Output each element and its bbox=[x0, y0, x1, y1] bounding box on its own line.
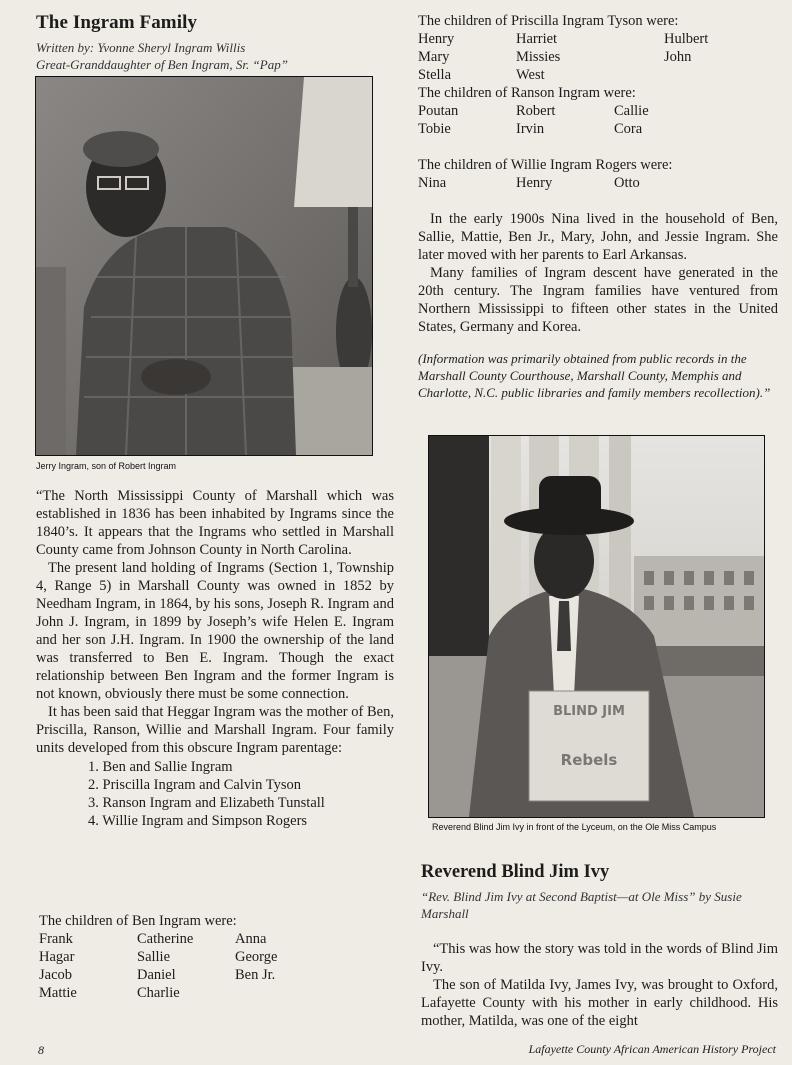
ranson-children-grid bbox=[418, 102, 778, 138]
ben-children-heading: The children of Ben Ingram were: bbox=[39, 913, 237, 929]
paragraph-heggar-ingram: It has been said that Heggar Ingram was the mother of Ben, Priscilla, Ranson, Willie and Marshall Ingram. Four family units developed from this obscure Ingram parentage: bbox=[36, 704, 394, 756]
byline-author: Written by: Yvonne Sheryl Ingram Willis bbox=[36, 40, 246, 55]
child-name: Mary bbox=[418, 49, 450, 65]
child-name: Nina bbox=[418, 175, 447, 191]
list-item: 2. Priscilla Ingram and Calvin Tyson bbox=[88, 777, 301, 793]
photo-jerry-ingram bbox=[35, 76, 373, 456]
willie-children-grid bbox=[418, 174, 778, 192]
photo-caption-jerry: Jerry Ingram, son of Robert Ingram bbox=[36, 461, 177, 471]
child-name: Anna bbox=[235, 931, 267, 947]
child-name: Catherine bbox=[137, 931, 194, 947]
child-name: Harriet bbox=[516, 31, 558, 47]
list-item: 3. Ranson Ingram and Elizabeth Tunstall bbox=[88, 795, 325, 811]
child-name: Hagar bbox=[39, 949, 75, 965]
photo-caption-ivy: Reverend Blind Jim Ivy in front of the Lyceum, on the Ole Miss Campus bbox=[432, 822, 717, 832]
paragraph-ivy-matilda: The son of Matilda Ivy, James Ivy, was brought to Oxford, Lafayette County with his mother in early childhood. His mother, Matilda, was one of the eight bbox=[421, 977, 778, 1029]
child-name: Sallie bbox=[137, 949, 171, 965]
child-name bbox=[664, 66, 774, 84]
footer-publication: Lafayette County African American History Project bbox=[528, 1042, 776, 1056]
child-name: Frank bbox=[39, 931, 73, 947]
left-body bbox=[36, 487, 394, 830]
right-column bbox=[418, 12, 778, 401]
paragraph-ivy-story: “This was how the story was told in the words of Blind Jim Ivy. bbox=[421, 941, 778, 975]
child-name: George bbox=[235, 949, 278, 965]
list-item: 1. Ben and Sallie Ingram bbox=[88, 759, 233, 775]
section-byline-ivy: “Rev. Blind Jim Ivy at Second Baptist—at Ole Miss” by Susie Marshall bbox=[421, 889, 742, 921]
priscilla-children-heading: The children of Priscilla Ingram Tyson were: bbox=[418, 13, 679, 29]
page-number: 8 bbox=[38, 1043, 44, 1057]
sign-text-rebels: Rebels bbox=[560, 751, 618, 769]
article-title: The Ingram Family bbox=[36, 12, 198, 33]
child-name: Missies bbox=[516, 49, 561, 65]
photo-blind-jim-ivy bbox=[428, 435, 765, 818]
child-name: John bbox=[664, 49, 692, 65]
byline-relation: Great-Granddaughter of Ben Ingram, Sr. “Pap” bbox=[36, 57, 288, 72]
paragraph-nina: In the early 1900s Nina lived in the household of Ben, Sallie, Mattie, Ben Jr., Mary, John, and Jessie Ingram. She later moved with her parents to Earl Arkansas. bbox=[418, 211, 778, 263]
child-name: Callie bbox=[614, 103, 649, 119]
sign-text-blind-jim: BLIND JIM bbox=[553, 704, 625, 719]
child-name: Irvin bbox=[516, 121, 545, 137]
willie-children-heading: The children of Willie Ingram Rogers were: bbox=[418, 157, 673, 173]
photo-jerry-ingram-image bbox=[36, 77, 372, 455]
child-name: Otto bbox=[614, 175, 640, 191]
child-name: Charlie bbox=[137, 985, 180, 1001]
child-name: Daniel bbox=[137, 967, 176, 983]
section-title-ivy: Reverend Blind Jim Ivy bbox=[421, 862, 610, 882]
child-name: Tobie bbox=[418, 121, 451, 137]
source-note: (Information was primarily obtained from public records in the Marshall County Courthouse, Marshall County, Memphis and Charlotte, N.C. public libraries and family members recollection).” bbox=[418, 351, 771, 400]
list-item: 4. Willie Ingram and Simpson Rogers bbox=[88, 813, 308, 829]
child-name: Jacob bbox=[39, 967, 73, 983]
ben-children-section bbox=[39, 912, 395, 1002]
child-name: Mattie bbox=[39, 985, 77, 1001]
child-name: Stella bbox=[418, 67, 452, 83]
child-name: West bbox=[516, 67, 545, 83]
paragraph-descent: Many families of Ingram descent have generated in the 20th century. The Ingram families have ventured from Northern Mississippi to fifteen other states in the United States, Germany and Korea. bbox=[418, 265, 778, 335]
left-column bbox=[36, 12, 396, 73]
family-units-list bbox=[36, 758, 394, 830]
child-name: Robert bbox=[516, 103, 556, 119]
paragraph-county-history: “The North Mississippi County of Marshall which was established in 1836 has been inhabited by Ingrams since the 1840’s. It appears that the Ingrams who settled in Marshall County came from Johnson County in North Carolina. bbox=[36, 488, 394, 558]
child-name: Henry bbox=[516, 175, 553, 191]
child-name: Poutan bbox=[418, 103, 459, 119]
right-body bbox=[418, 210, 778, 336]
paragraph-land-holding: The present land holding of Ingrams (Section 1, Township 4, Range 5) in Marshall County was owned in 1852 by Needham Ingram, in 1864, by his sons, Joseph R. Ingram and John J. Ingram, in 1899 by Joseph’s wife Helen E. Ingram and her son J.H. Ingram. In 1900 the ownership of the land was transferred to Ben E. Ingram. Though the exact relationship between Ben Ingram and the former Ingram is not known, obviously there must be some connection. bbox=[36, 560, 394, 702]
child-name: Henry bbox=[418, 31, 455, 47]
ivy-section bbox=[421, 862, 778, 1030]
ben-children-grid bbox=[39, 930, 395, 1002]
priscilla-children-grid bbox=[418, 30, 778, 84]
ranson-children-heading: The children of Ranson Ingram were: bbox=[418, 85, 636, 101]
child-name: Cora bbox=[614, 121, 643, 137]
child-name bbox=[235, 984, 345, 1002]
child-name: Hulbert bbox=[664, 31, 709, 47]
child-name: Ben Jr. bbox=[235, 967, 276, 983]
